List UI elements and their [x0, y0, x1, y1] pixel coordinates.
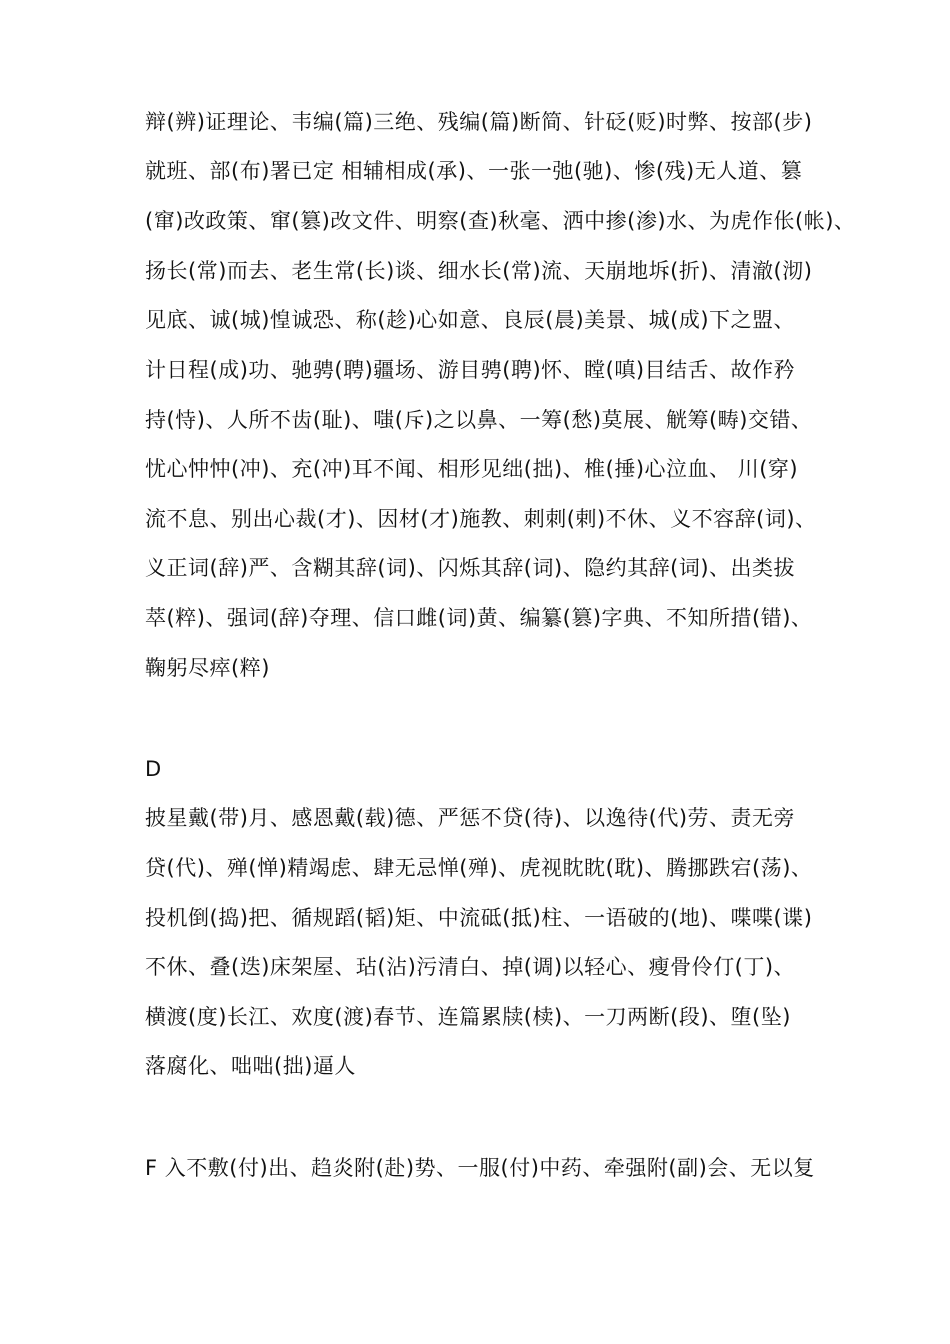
text-line: 鞠躬尽瘁(粹): [145, 656, 270, 680]
text-line: 持(恃)、人所不齿(耻)、嗤(斥)之以鼻、一筹(愁)莫展、觥筹(畴)交错、: [145, 408, 813, 432]
text-line: 萃(粹)、强词(辞)夺理、信口雌(词)黄、编纂(篡)字典、不知所措(错)、: [145, 606, 813, 630]
text-line: 落腐化、咄咄(拙)逼人: [145, 1054, 356, 1078]
section-heading: D: [145, 757, 162, 781]
text-line: (窜)改政策、窜(篡)改文件、明察(查)秋毫、洒中掺(渗)水、为虎作伥(帐)、: [145, 209, 856, 233]
text-line: 横渡(度)长江、欢度(渡)春节、连篇累牍(椟)、一刀两断(段)、堕(坠): [145, 1005, 791, 1029]
text-line: 忧心忡忡(冲)、充(冲)耳不闻、相形见绌(拙)、椎(捶)心泣血、 川(穿): [145, 457, 799, 481]
text-line: 扬长(常)而去、老生常(长)谈、细水长(常)流、天崩地坼(折)、清澈(沏): [145, 259, 813, 283]
text-line: 义正词(辞)严、含糊其辞(词)、闪烁其辞(词)、隐约其辞(词)、出类拔: [145, 556, 796, 580]
text-line: 计日程(成)功、驰骋(聘)疆场、游目骋(聘)怀、瞠(嗔)目结舌、故作矜: [145, 358, 796, 382]
text-line: 投机倒(捣)把、循规蹈(韬)矩、中流砥(抵)柱、一语破的(地)、喋喋(谍): [145, 906, 813, 930]
text-line: 见底、诚(城)惶诚恐、称(趁)心如意、良辰(晨)美景、城(成)下之盟、: [145, 308, 796, 332]
text-line: 披星戴(带)月、感恩戴(载)德、严惩不贷(待)、以逸待(代)劳、责无旁: [145, 806, 796, 830]
text-line: F 入不敷(付)出、趋炎附(赴)势、一服(付)中药、牵强附(副)会、无以复: [145, 1156, 815, 1180]
text-line: 就班、部(布)署已定 相辅相成(承)、一张一弛(驰)、惨(残)无人道、篡: [145, 159, 803, 183]
text-line: 辩(辨)证理论、韦编(篇)三绝、残编(篇)断简、针砭(贬)时弊、按部(步): [145, 110, 813, 134]
text-line: 贷(代)、殚(惮)精竭虑、肆无忌惮(殚)、虎视眈眈(耽)、腾挪跌宕(荡)、: [145, 856, 813, 880]
text-line: 不休、叠(迭)床架屋、玷(沾)污清白、掉(调)以轻心、瘦骨伶仃(丁)、: [145, 955, 796, 979]
text-line: 流不息、别出心裁(才)、因材(才)施教、刺刺(剌)不休、义不容辞(词)、: [145, 507, 817, 531]
